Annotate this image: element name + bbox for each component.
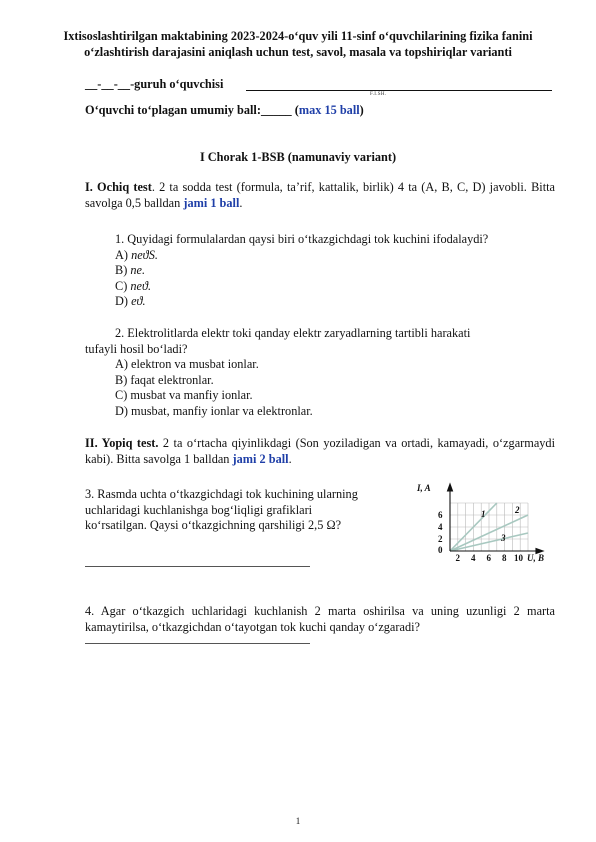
q2-option-d: D) musbat, manfiy ionlar va elektronlar. xyxy=(115,403,313,418)
part2-description xyxy=(85,436,555,467)
graph-y-tick-4: 4 xyxy=(438,522,443,532)
graph-y-tick-2: 2 xyxy=(438,534,443,544)
part2-heading: II. Yopiq test. xyxy=(85,436,159,450)
graph-line-label-3: 3 xyxy=(501,533,506,543)
score-line xyxy=(85,103,364,118)
part1-end: . xyxy=(239,195,243,210)
q2-question-line1: 2. Elektrolitlarda elektr toki qanday elektr zaryadlarning tartibli harakati xyxy=(115,326,471,340)
iu-graph xyxy=(412,480,560,564)
q3-line1: 3. Rasmda uchta o‘tkazgichdagi tok kuchining ularning xyxy=(85,487,358,501)
score-max: max 15 ball xyxy=(298,103,360,117)
part1-text: . 2 ta sodda test (formula, ta’rif, kattalik, birlik) 4 ta (A, B, C, D) javobli. Bitta savolga 0,5 balldan xyxy=(85,180,555,210)
graph-x-tick-8: 8 xyxy=(502,553,507,563)
q4-question: 4. Agar o‘tkazgich uchlaridagi kuchlanish 2 marta oshirilsa va uning uzunligi 2 marta kamaytirilsa, o‘tkazgichdan o‘tayotgan tok kuchi qanday o‘zgaradi? xyxy=(85,604,555,634)
graph-x-tick-2: 2 xyxy=(455,553,460,563)
part2-total: jami 2 ball xyxy=(232,451,289,466)
score-close: ) xyxy=(359,103,364,117)
q2-question-line2: tufayli hosil bo‘ladi? xyxy=(85,341,188,356)
section-title: I Chorak 1-BSB (namunaviy variant) xyxy=(199,150,397,164)
q2-option-a: A) elektron va musbat ionlar. xyxy=(115,357,259,371)
name-underline xyxy=(246,90,552,91)
q1-option-a: A) neϑS. xyxy=(115,247,158,262)
q1-option-c: C) neϑ. xyxy=(115,278,152,293)
q3-line2: uchlaridagi kuchlanishga bog‘liqligi grafiklari xyxy=(85,502,313,517)
graph-axes xyxy=(448,484,544,554)
part1-heading: I. Ochiq test xyxy=(85,180,152,194)
graph-y-label: I, A xyxy=(417,483,431,493)
part2-end: . xyxy=(288,451,292,466)
q1-option-b: B) ne. xyxy=(115,263,146,277)
graph-origin-label: 0 xyxy=(438,545,443,555)
q3-line3: ko‘rsatilgan. Qaysi o‘tkazgichning qarshiligi 2,5 Ω? xyxy=(85,518,342,532)
q1-question: 1. Quyidagi formulalardan qaysi biri o‘tkazgichdagi tok kuchini ifodalaydi? xyxy=(115,232,489,246)
graph-x-label: U, B xyxy=(527,553,545,563)
graph-y-tick-6: 6 xyxy=(438,510,443,520)
group-line: __-__-__-guruh o‘quvchisi xyxy=(85,77,224,91)
graph-x-tick-6: 6 xyxy=(486,553,491,563)
q3-answer-line[interactable] xyxy=(85,566,310,567)
graph-line-label-1: 1 xyxy=(481,509,486,519)
q2-option-b: B) faqat elektronlar. xyxy=(115,372,214,387)
graph-line-label-2: 2 xyxy=(515,505,520,515)
part2-text: 2 ta o‘rtacha qiyinlikdagi (Son yoziladigan va ortadi, kamayadi, o‘zgarmaydi kabi). Bitta savolga 1 balldan xyxy=(85,436,555,466)
page-number: 1 xyxy=(295,816,301,826)
q2-option-c: C) musbat va manfiy ionlar. xyxy=(115,388,253,402)
score-label: O‘quvchi to‘plagan umumiy ball:_____ ( xyxy=(85,103,299,117)
part1-total: jami 1 ball xyxy=(183,195,240,210)
graph-x-tick-4: 4 xyxy=(471,553,476,563)
q4-answer-line[interactable] xyxy=(85,643,310,644)
document-title: Ixtisoslashtirilgan maktabining 2023-2024-o‘quv yili 11-sinf o‘quvchilarining fizika fanini o‘zlashtirish darajasini aniqlash uchun test, savol, masala va topshiriqlar varianti xyxy=(63,29,533,59)
part1-description xyxy=(85,180,555,211)
fish-caption: F.I.SH. xyxy=(370,92,387,97)
graph-x-tick-10: 10 xyxy=(514,553,523,563)
q1-option-d: D) eϑ. xyxy=(115,294,146,308)
